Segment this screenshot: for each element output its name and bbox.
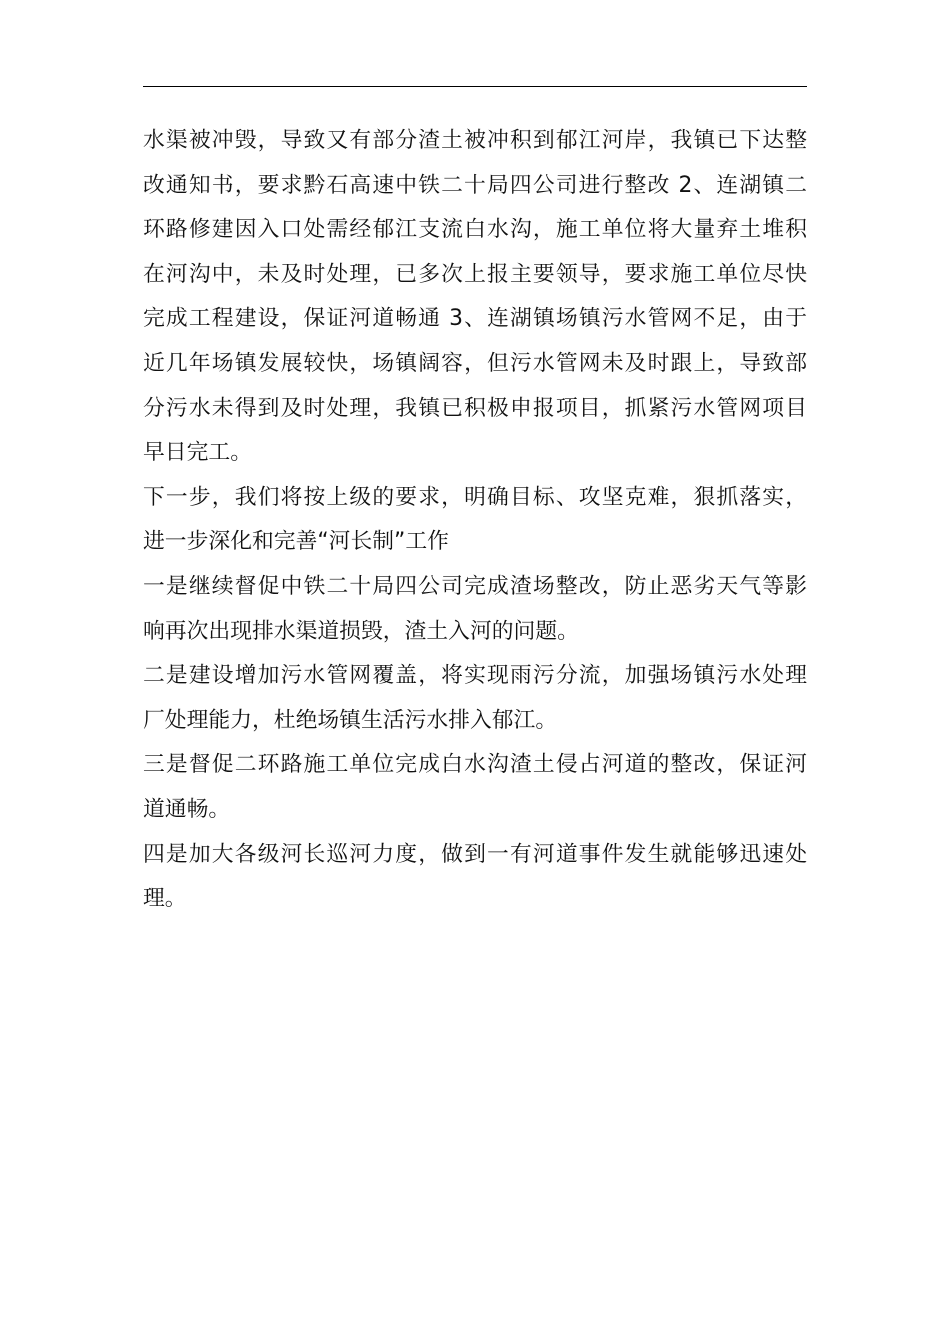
text-line: 理。	[143, 886, 187, 912]
text-line: 下一步，我们将按上级的要求，明确目标、攻坚克难，狠抓落实，	[143, 484, 807, 510]
text-line: 二是建设增加污水管网覆盖，将实现雨污分流，加强场镇污水处理	[143, 663, 807, 689]
text-line: 响再次出现排水渠道损毁，渣土入河的问题。	[143, 618, 579, 644]
text-line: 近几年场镇发展较快，场镇阔容，但污水管网未及时跟上，导致部	[143, 350, 807, 376]
text-line: 三是督促二环路施工单位完成白水沟渣土侵占河道的整改，保证河	[143, 752, 807, 778]
text-line: 道通畅。	[143, 796, 231, 822]
text-line: 分污水未得到及时处理，我镇已积极申报项目，抓紧污水管网项目	[143, 395, 807, 421]
text-line: 在河沟中，未及时处理，已多次上报主要领导，要求施工单位尽快	[143, 261, 807, 287]
document-body	[143, 119, 807, 922]
text-line: 水渠被冲毁，导致又有部分渣土被冲积到郁江河岸，我镇已下达整	[143, 128, 807, 153]
text-line: 厂处理能力，杜绝场镇生活污水排入郁江。	[143, 707, 558, 733]
text-line: 环路修建因入口处需经郁江支流白水沟，施工单位将大量弃土堆积	[143, 217, 807, 243]
text-line: 进一步深化和完善“河长制”工作	[143, 529, 449, 555]
text-line: 早日完工。	[143, 440, 252, 466]
header-rule	[143, 86, 807, 87]
text-line: 四是加大各级河长巡河力度，做到一有河道事件发生就能够迅速处	[143, 841, 807, 867]
text-line: 完成工程建设，保证河道畅通 3、连湖镇场镇污水管网不足，由于	[143, 306, 807, 332]
text-line: 一是继续督促中铁二十局四公司完成渣场整改，防止恶劣天气等影	[143, 573, 807, 599]
text-line: 改通知书，要求黔石高速中铁二十局四公司进行整改 2、连湖镇二	[143, 172, 807, 198]
